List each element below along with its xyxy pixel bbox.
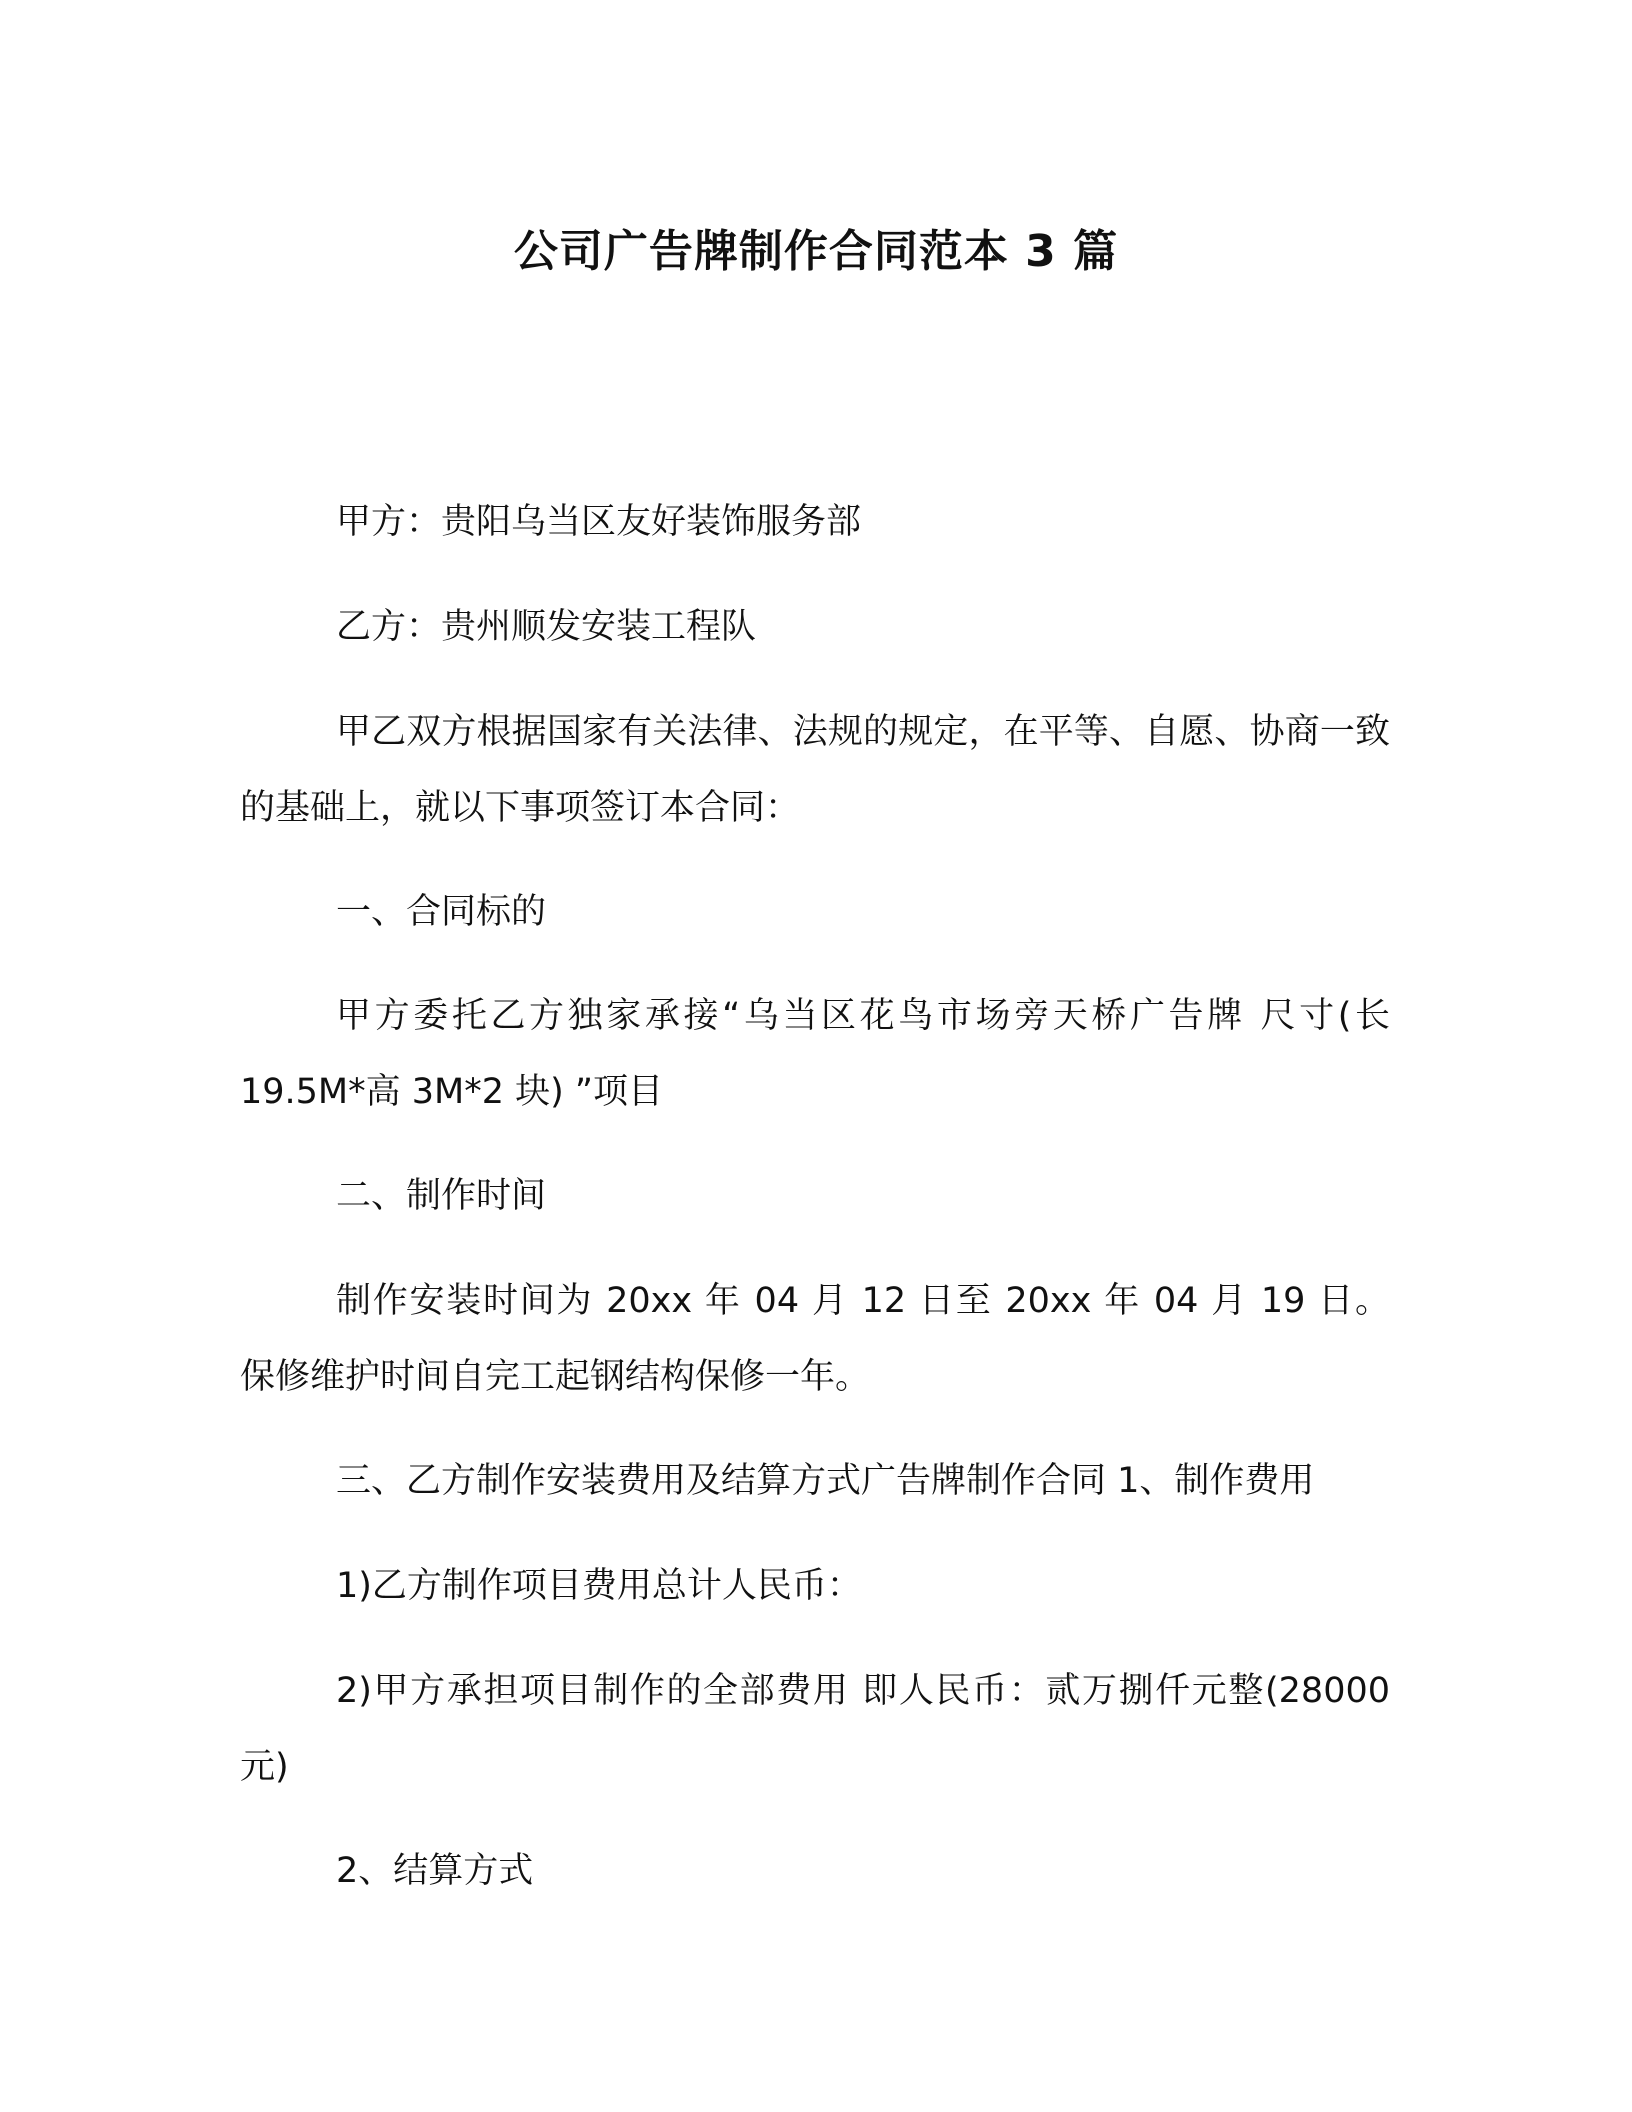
preamble-paragraph: 甲乙双方根据国家有关法律、法规的规定，在平等、自愿、协商一致的基础上，就以下事项签订本合同： [240,712,1390,828]
section-heading: 一、合同标的 [336,892,547,932]
document-title: 公司广告牌制作合同范本 3 篇 [513,226,1119,277]
party-a-line: 甲方：贵阳乌当区友好装饰服务部 [336,502,862,542]
body-paragraph: 2)甲方承担项目制作的全部费用 即人民币：贰万捌仟元整(28000 元) [240,1671,1390,1787]
body-paragraph: 1)乙方制作项目费用总计人民币： [336,1566,862,1606]
party-b-line: 乙方：贵州顺发安装工程队 [336,607,757,647]
section-heading: 三、乙方制作安装费用及结算方式广告牌制作合同 1、制作费用 [336,1461,1315,1501]
sub-heading: 2、结算方式 [336,1851,534,1891]
section-heading: 二、制作时间 [336,1176,547,1216]
body-paragraph: 制作安装时间为 20xx 年 04 月 12 日至 20xx 年 04 月 19 日。 保修维护时间自完工起钢结构保修一年。 [240,1281,1390,1397]
body-paragraph: 甲方委托乙方独家承接“乌当区花鸟市场旁天桥广告牌 尺寸(长 19.5M*高 3M*2 块) ”项目 [240,996,1390,1112]
